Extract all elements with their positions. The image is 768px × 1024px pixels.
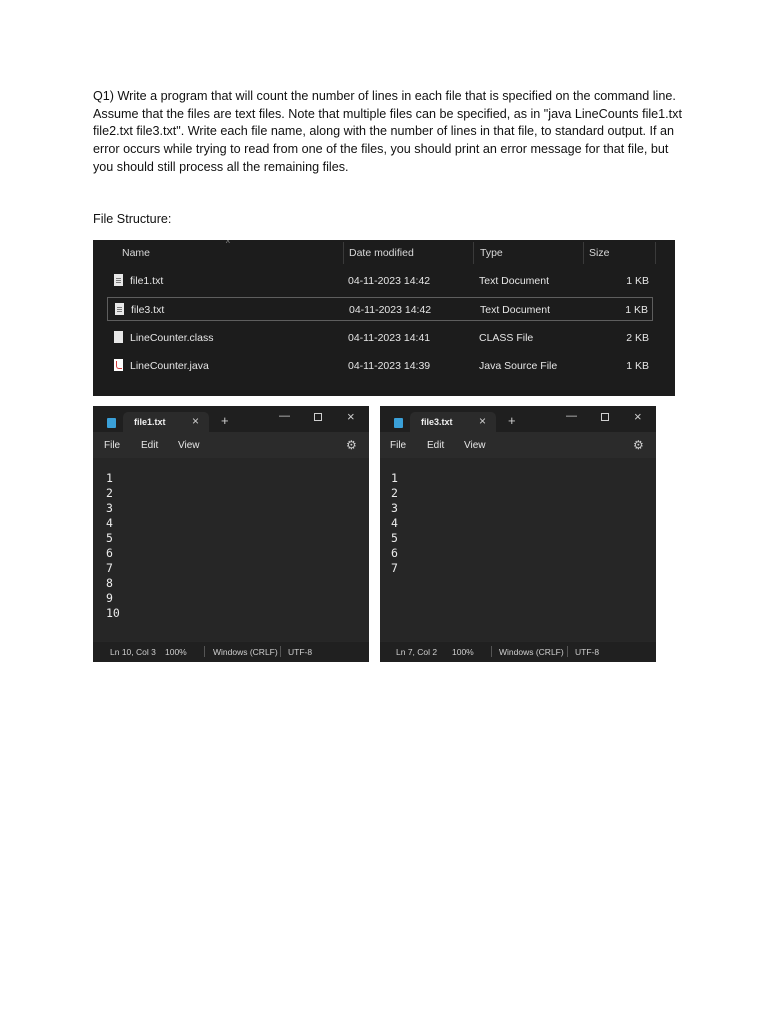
encoding[interactable]: UTF-8 [288,647,313,657]
file-size: 1 KB [625,304,648,316]
notepad-titlebar [93,406,369,432]
notepad-app-icon [394,418,403,428]
cursor-position: Ln 7, Col 2 [396,647,438,657]
menu-view[interactable]: View [464,440,486,451]
file-size: 1 KB [626,275,649,287]
text-line: 5 [106,531,113,545]
file-type: CLASS File [479,332,534,344]
text-line: 5 [391,531,398,545]
close-window-icon[interactable]: × [347,409,355,424]
minimize-icon[interactable]: — [279,410,290,422]
column-date-modified[interactable]: Date modified [349,247,414,259]
text-line: 7 [391,561,398,575]
cursor-position: Ln 10, Col 3 [110,647,156,657]
text-line: 7 [106,561,113,575]
java-file-icon [114,359,123,371]
file-name: file3.txt [131,304,165,316]
menu-file[interactable]: File [104,440,121,451]
text-file-icon [114,274,123,286]
new-tab-icon[interactable]: + [221,413,229,428]
notepad-window-file1 [93,406,369,662]
maximize-icon[interactable] [601,413,609,421]
text-line: 1 [391,471,398,485]
explorer-header [93,240,675,266]
notepad-window-file3 [380,406,656,662]
text-line: 6 [106,546,113,560]
tab-title: file1.txt [134,417,166,427]
column-divider[interactable] [473,242,474,264]
status-divider [567,646,568,657]
sort-caret-icon: ^ [226,239,230,248]
maximize-icon[interactable] [314,413,322,421]
file-date: 04-11-2023 14:39 [348,360,431,372]
minimize-icon[interactable]: — [566,410,577,422]
file-name: LineCounter.class [130,332,214,344]
menu-edit[interactable]: Edit [141,440,159,451]
column-name[interactable]: Name [122,247,151,259]
close-window-icon[interactable]: × [634,409,642,424]
file-type: Text Document [480,304,551,316]
text-line: 10 [106,606,120,620]
text-file-icon [115,303,124,315]
menu-view[interactable]: View [178,440,200,451]
tab-file1[interactable] [123,412,209,432]
file-date: 04-11-2023 14:41 [348,332,431,344]
file-date: 04-11-2023 14:42 [349,304,432,316]
menu-file[interactable]: File [390,440,407,451]
zoom-level[interactable]: 100% [452,647,474,657]
file-name: LineCounter.java [130,360,209,372]
status-divider [491,646,492,657]
new-tab-icon[interactable]: + [508,413,516,428]
line-ending[interactable]: Windows (CRLF) [213,647,278,657]
column-divider[interactable] [655,242,656,264]
notepad-titlebar [380,406,656,432]
notepad-app-icon [107,418,116,428]
status-divider [280,646,281,657]
status-divider [204,646,205,657]
notepad-statusbar [93,642,369,662]
gear-icon[interactable]: ⚙ [346,438,357,452]
close-tab-icon[interactable]: × [478,414,486,428]
column-size[interactable]: Size [589,247,610,259]
text-line: 2 [106,486,113,500]
text-lines [391,471,398,576]
notepad-text-area[interactable] [380,458,656,641]
column-divider[interactable] [343,242,344,264]
gear-icon[interactable]: ⚙ [633,438,644,452]
file-date: 04-11-2023 14:42 [348,275,431,287]
file-structure-label: File Structure: [93,212,172,226]
zoom-level[interactable]: 100% [165,647,187,657]
file-row-linecounter-java[interactable] [107,354,653,378]
close-tab-icon[interactable]: × [191,414,199,428]
text-line: 3 [391,501,398,515]
file-row-file1[interactable] [107,269,653,293]
menu-edit[interactable]: Edit [427,440,445,451]
text-line: 4 [391,516,398,530]
file-explorer [93,240,675,396]
text-lines [106,471,120,621]
file-row-linecounter-class[interactable] [107,326,653,350]
text-line: 9 [106,591,113,605]
blank-file-icon [114,331,123,343]
notepad-text-area[interactable] [93,458,369,641]
notepad-menubar [380,432,656,458]
file-name: file1.txt [130,275,164,287]
question-text: Q1) Write a program that will count the number of lines in each file that is specified on the command line. Assume that the files are text files. Note that multiple files can be specified, as in "java LineCounts file1.txt file2.txt file3.txt". Write each file name, along with the number of lines in that file, to standard output. If an error occurs while trying to read from one of the files, you should print an error message for that file, but you should still process all the remaining files. [93,89,682,174]
file-row-file3[interactable] [107,297,653,321]
tab-title: file3.txt [421,417,453,427]
text-line: 2 [391,486,398,500]
tab-file3[interactable] [410,412,496,432]
text-line: 6 [391,546,398,560]
column-type[interactable]: Type [480,247,503,259]
file-size: 1 KB [626,360,649,372]
text-line: 4 [106,516,113,530]
encoding[interactable]: UTF-8 [575,647,600,657]
text-line: 3 [106,501,113,515]
text-line: 8 [106,576,113,590]
file-size: 2 KB [626,332,649,344]
notepad-menubar [93,432,369,458]
file-type: Java Source File [479,360,558,372]
line-ending[interactable]: Windows (CRLF) [499,647,564,657]
notepad-statusbar [380,642,656,662]
column-divider[interactable] [583,242,584,264]
file-type: Text Document [479,275,550,287]
text-line: 1 [106,471,113,485]
